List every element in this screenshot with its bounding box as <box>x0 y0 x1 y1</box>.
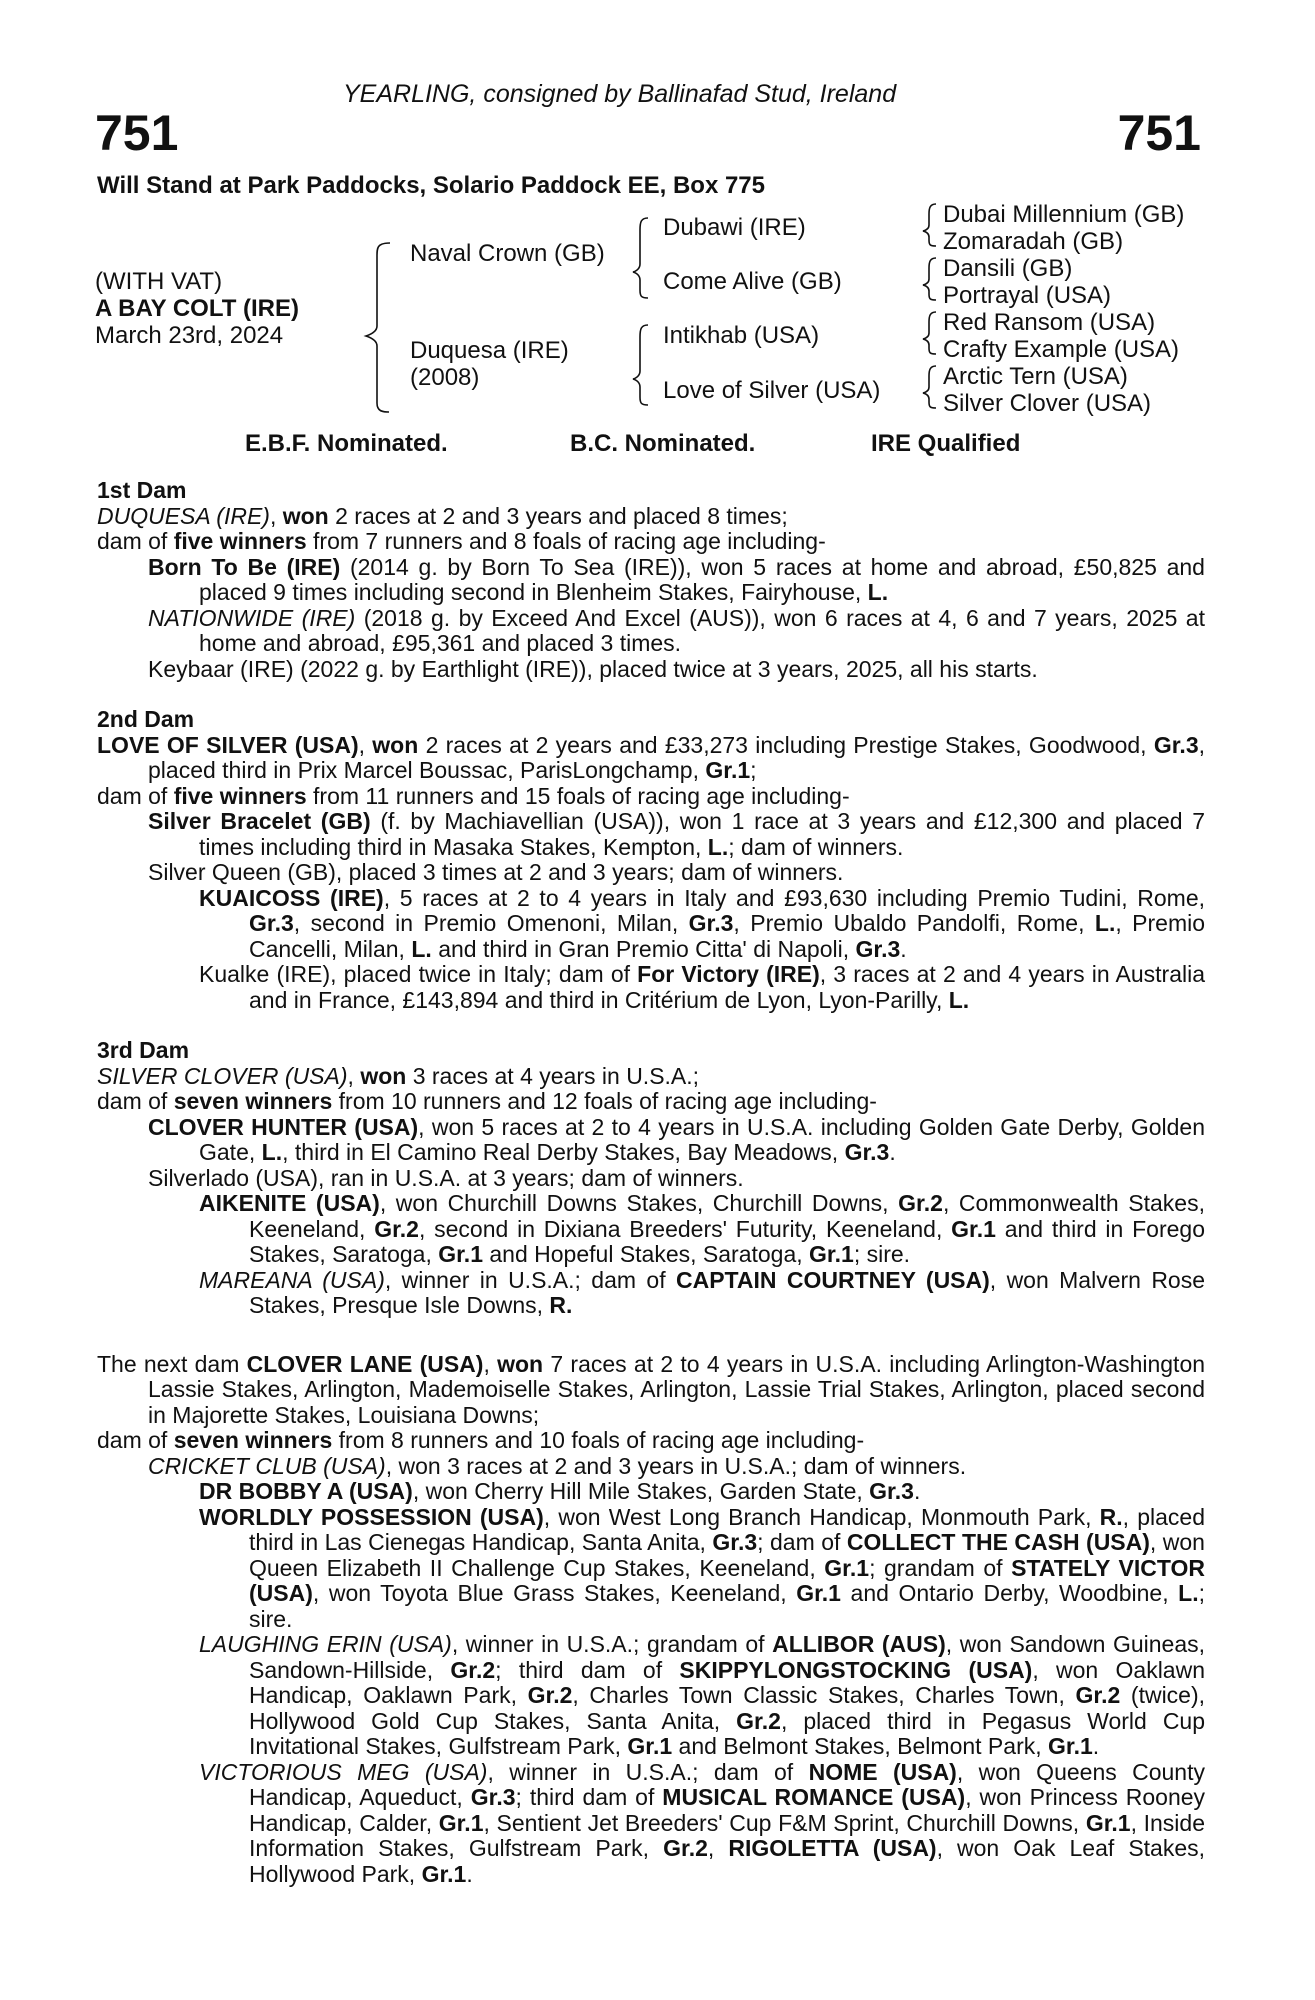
bracket-sire <box>633 218 648 298</box>
bracket-ds <box>923 312 936 354</box>
bracket-sd <box>923 258 936 300</box>
pedigree-dam-sire: Intikhab (USA) <box>663 322 820 349</box>
produce-aikenite: AIKENITE (USA), won Churchill Downs Stakes, Churchill Downs, Gr.2, Commonwealth Stakes, Keeneland, Gr.2, second in Dixiana Breeders' Futurity, Keeneland, Gr.1 and third in Forego Stakes, Saratoga, Gr.1 and Hopeful Stakes, Saratoga, Gr.1; sire. <box>199 1190 1205 1267</box>
produce-silver-queen: Silver Queen (GB), placed 3 times at 2 and 3 years; dam of winners. <box>148 859 844 885</box>
produce-nationwide: NATIONWIDE (IRE) (2018 g. by Exceed And Excel (AUS)), won 6 races at 4, 6 and 7 years, 2025 at home and abroad, £95,361 and placed 3 times. <box>148 604 1205 656</box>
ebf-nominated: E.B.F. Nominated. <box>245 430 448 457</box>
foaling-date: March 23rd, 2024 <box>95 322 284 349</box>
consignment-subtitle: YEARLING, consigned by Ballinafad Stud, Ireland <box>343 80 897 108</box>
produce-cricket-club: CRICKET CLUB (USA), won 3 races at 2 and 3 years in U.S.A.; dam of winners. <box>148 1452 967 1479</box>
ire-qualified: IRE Qualified <box>871 430 1021 457</box>
produce-mareana: MAREANA (USA), winner in U.S.A.; dam of CAPTAIN COURTNEY (USA), won Malvern Rose Stakes, Presque Isle Downs, R. <box>199 1266 1206 1318</box>
pedigree-dsd: Crafty Example (USA) <box>943 336 1180 363</box>
third-dam-heading: 3rd Dam <box>97 1037 190 1063</box>
pedigree-ddd: Silver Clover (USA) <box>943 390 1152 417</box>
produce-worldly-possession: WORLDLY POSSESSION (USA), won West Long Branch Handicap, Monmouth Park, R., placed third in Las Cienegas Handicap, Santa Anita, Gr.3; dam of COLLECT THE CASH (USA), won Queen Elizabeth II Challenge Cup Stakes, Keeneland, Gr.1; grandam of STATELY VICTOR (USA), won Toyota Blue Grass Stakes, Keeneland, Gr.1 and Ontario Derby, Woodbine, L.; sire. <box>199 1503 1206 1632</box>
produce-silver-bracelet: Silver Bracelet (GB) (f. by Machiavellian (USA)), won 1 race at 3 years and £12,300 and placed 7 times including third in Masaka Stakes, Kempton, L.; dam of winners. <box>148 808 1206 860</box>
vat-label: (WITH VAT) <box>95 268 223 295</box>
bracket-dd <box>923 366 936 408</box>
pedigree-sds: Dansili (GB) <box>943 255 1073 282</box>
bracket-dam <box>633 325 648 405</box>
pedigree-sire-sire: Dubawi (IRE) <box>663 214 806 241</box>
pedigree-dds: Arctic Tern (USA) <box>943 363 1128 390</box>
pedigree-sire: Naval Crown (GB) <box>410 240 605 267</box>
second-dam-heading: 2nd Dam <box>97 706 195 732</box>
produce-victorious-meg: VICTORIOUS MEG (USA), winner in U.S.A.; dam of NOME (USA), won Queens County Handicap, Aqueduct, Gr.3; third dam of MUSICAL ROMANCE (USA), won Princess Rooney Handicap, Calder, Gr.1, Sentient Jet Breeders' Cup F&M Sprint, Churchill Downs, Gr.1, Inside Information Stakes, Gulfstream Park, Gr.2, RIGOLETTA (USA), won Oak Leaf Stakes, Hollywood Park, Gr.1. <box>199 1758 1206 1887</box>
bracket-main <box>366 243 390 412</box>
bc-nominated: B.C. Nominated. <box>570 430 756 457</box>
fourth-dam-produce-summary: dam of seven winners from 8 runners and 10 foals of racing age including- <box>97 1427 865 1453</box>
pedigree-sire-dam: Come Alive (GB) <box>663 268 842 295</box>
catalogue-body <box>97 478 1205 1887</box>
stand-location: Will Stand at Park Paddocks, Solario Paddock EE, Box 775 <box>97 172 766 199</box>
fourth-dam-record: The next dam CLOVER LANE (USA), won 7 races at 2 to 4 years in U.S.A. including Arlington-Washington Lassie Stakes, Arlington, Mademoiselle Stakes, Arlington, Lassie Trial Stakes, Arlington, placed second in Majorette Stakes, Louisiana Downs; <box>97 1350 1206 1428</box>
pedigree-sss: Dubai Millennium (GB) <box>943 201 1185 228</box>
pedigree-sdd: Portrayal (USA) <box>943 282 1112 309</box>
first-dam-heading: 1st Dam <box>97 477 187 503</box>
produce-keybaar: Keybaar (IRE) (2022 g. by Earthlight (IRE)), placed twice at 3 years, 2025, all his starts. <box>148 655 1038 682</box>
lot-number-right: 751 <box>1117 105 1201 161</box>
lot-number-left: 751 <box>95 105 179 161</box>
produce-clover-hunter: CLOVER HUNTER (USA), won 5 races at 2 to 4 years in U.S.A. including Golden Gate Derby, Golden Gate, L., third in El Camino Real Derby Stakes, Bay Meadows, Gr.3. <box>148 1113 1205 1165</box>
second-dam-produce-summary: dam of five winners from 11 runners and 15 foals of racing age including- <box>97 782 850 809</box>
bracket-ss <box>923 204 936 246</box>
horse-name: A BAY COLT (IRE) <box>95 295 300 322</box>
produce-kualke: Kualke (IRE), placed twice in Italy; dam of For Victory (IRE), 3 races at 2 and 4 years in Australia and in France, £143,894 and third in Critérium de Lyon, Lyon-Parilly, L. <box>199 961 1206 1013</box>
first-dam-produce-summary: dam of five winners from 7 runners and 8 foals of racing age including- <box>97 528 826 554</box>
second-dam-record: LOVE OF SILVER (USA), won 2 races at 2 years and £33,273 including Prestige Stakes, Goodwood, Gr.3, placed third in Prix Marcel Boussac, ParisLongchamp, Gr.1; <box>97 731 1206 783</box>
pedigree-dam: Duquesa (IRE) <box>410 337 569 364</box>
pedigree-ssd: Zomaradah (GB) <box>943 228 1124 255</box>
pedigree-dam-dam: Love of Silver (USA) <box>663 377 881 404</box>
third-dam-produce-summary: dam of seven winners from 10 runners and 12 foals of racing age including- <box>97 1088 877 1114</box>
third-dam-record: SILVER CLOVER (USA), won 3 races at 4 years in U.S.A.; <box>97 1062 700 1089</box>
produce-dr-bobby-a: DR BOBBY A (USA), won Cherry Hill Mile Stakes, Garden State, Gr.3. <box>199 1478 921 1504</box>
pedigree-dam-year: (2008) <box>410 364 480 391</box>
produce-kuaicoss: KUAICOSS (IRE), 5 races at 2 to 4 years in Italy and £93,630 including Premio Tudini, Rome, Gr.3, second in Premio Omenoni, Milan, Gr.3, Premio Ubaldo Pandolfi, Rome, L., Premio Cancelli, Milan, L. and third in Gran Premio Citta' di Napoli, Gr.3. <box>199 884 1206 962</box>
pedigree-dss: Red Ransom (USA) <box>943 309 1156 336</box>
first-dam-record: DUQUESA (IRE), won 2 races at 2 and 3 years and placed 8 times; <box>97 502 788 529</box>
produce-silverlado: Silverlado (USA), ran in U.S.A. at 3 years; dam of winners. <box>148 1164 744 1191</box>
produce-born-to-be: Born To Be (IRE) (2014 g. by Born To Sea (IRE)), won 5 races at home and abroad, £50,825 and placed 9 times including second in Blenheim Stakes, Fairyhouse, L. <box>148 553 1205 605</box>
produce-laughing-erin: LAUGHING ERIN (USA), winner in U.S.A.; grandam of ALLIBOR (AUS), won Sandown Guineas, Sandown-Hillside, Gr.2; third dam of SKIPPYLONGSTOCKING (USA), won Oaklawn Handicap, Oaklawn Park, Gr.2, Charles Town Classic Stakes, Charles Town, Gr.2 (twice), Hollywood Gold Cup Stakes, Santa Anita, Gr.2, placed third in Pegasus World Cup Invitational Stakes, Gulfstream Park, Gr.1 and Belmont Stakes, Belmont Park, Gr.1. <box>199 1631 1206 1759</box>
